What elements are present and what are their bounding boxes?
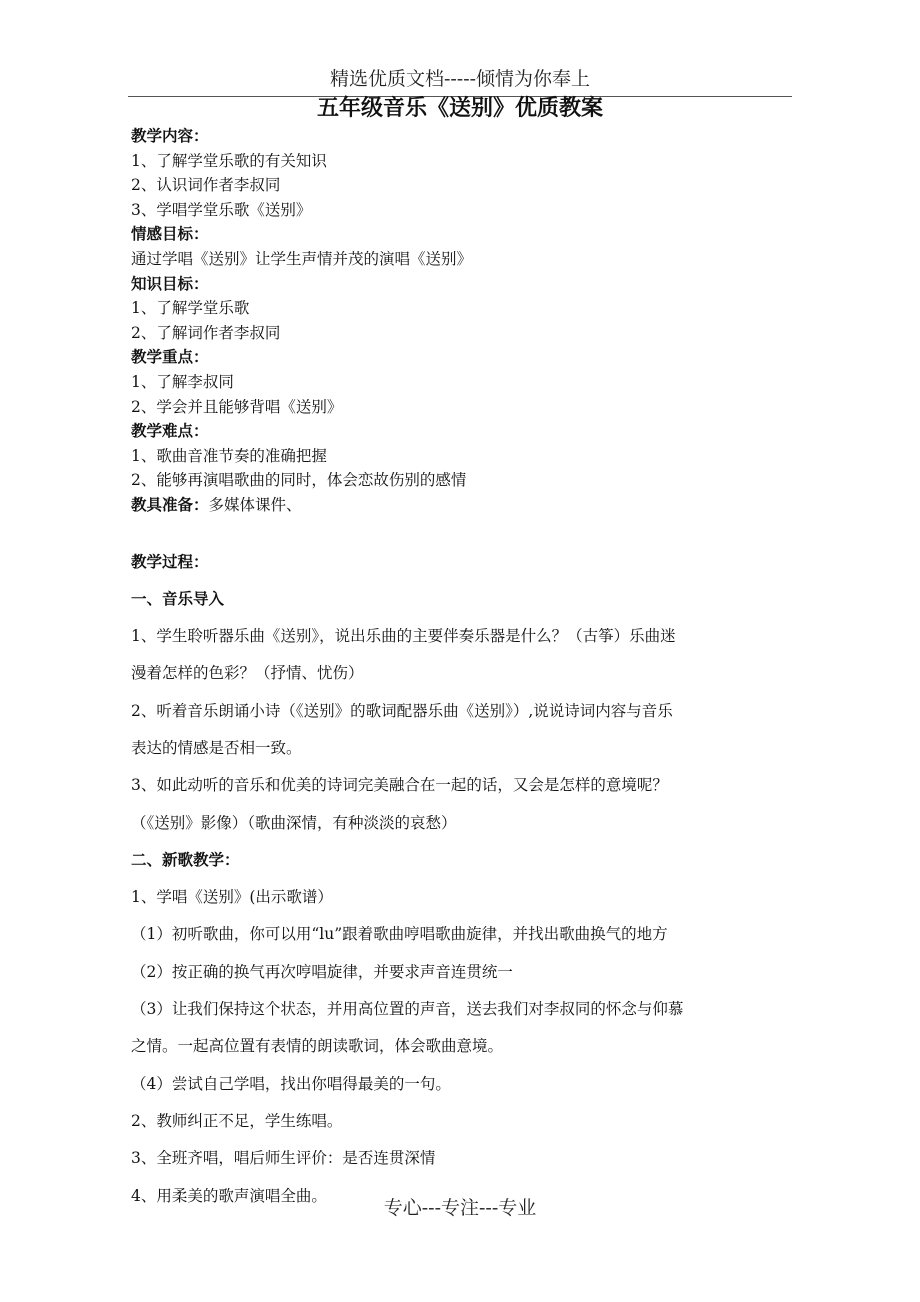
paragraph-line: （4）尝试自己学唱，找出你唱得最美的一句。 [131,1074,451,1093]
paragraph-line: （1）初听歌曲，你可以用“lu”跟着歌曲哼唱歌曲旋律，并找出歌曲换气的地方 [131,925,668,944]
prep-line [131,493,795,518]
document-title: 五年级音乐《送别》优质教案 [316,96,603,121]
section-heading-prep: 教具准备： [131,495,209,514]
page-header: 精选优质文档-----倾情为你奉上 [329,68,591,90]
part-heading-intro: 一、音乐导入 [131,589,225,608]
part-heading-new-song: 二、新歌教学： [131,850,240,869]
paragraph-line: 3、如此动听的音乐和优美的诗词完美融合在一起的话，又会是怎样的意境呢？ [131,776,668,795]
paragraph-line: 表达的情感是否相一致。 [131,738,302,757]
paragraph-line: 2、听着音乐朗诵小诗（《送别》的歌词配器乐曲《送别》）,说说诗词内容与音乐 [131,701,673,720]
paragraph-line: 2、教师纠正不足，学生练唱。 [131,1111,343,1130]
paragraph-line: （2）按正确的换气再次哼唱旋律，并要求声音连贯统一 [131,962,513,981]
paragraph-line: 1、学生聆听器乐曲《送别》，说出乐曲的主要伴奏乐器是什么？（古筝）乐曲迷 [131,627,676,646]
paragraph-line: 之情。一起高位置有表情的朗读歌词，体会歌曲意境。 [131,1037,504,1056]
list-item: 2、认识词作者李叔同 [131,176,281,195]
prep-text: 多媒体课件、 [208,495,302,514]
page-footer: 专心---专注---专业 [383,1197,537,1219]
list-item: 1、了解学堂乐歌的有关知识 [131,151,327,170]
paragraph-line: （3）让我们保持这个状态，并用高位置的声音，送去我们对李叔同的怀念与仰慕 [131,1000,684,1019]
section-heading-key: 教学重点： [131,348,209,367]
section-heading-content: 教学内容： [131,127,209,145]
list-item: 1、了解李叔同 [131,372,234,391]
list-item: 3、学唱学堂乐歌《送别》 [131,200,312,219]
list-item: 2、学会并且能够背唱《送别》 [131,397,343,416]
list-item: 2、能够再演唱歌曲的同时，体会恋故伤别的感情 [131,471,467,490]
section-heading-knowledge: 知识目标： [131,274,209,293]
list-item: 通过学唱《送别》让学生声情并茂的演唱《送别》 [131,249,473,268]
process-section [131,544,795,1215]
section-heading-process: 教学过程： [131,552,209,571]
section-heading-difficulty: 教学难点： [131,422,209,441]
paragraph-line: 4、用柔美的歌声演唱全曲。 [131,1186,327,1205]
list-item: 1、了解学堂乐歌 [131,299,250,318]
list-item: 2、了解词作者李叔同 [131,323,281,342]
paragraph-line: 3、全班齐唱，唱后师生评价：是否连贯深情 [131,1149,436,1168]
document-body [131,124,795,1215]
section-heading-emotion: 情感目标： [131,225,209,244]
paragraph-line: 漫着怎样的色彩？（抒情、忧伤） [131,664,364,683]
paragraph-line: （《送别》影像）（歌曲深情，有种淡淡的哀愁） [131,813,457,832]
spacer [131,518,795,544]
paragraph-line: 1、学唱《送别》(出示歌谱） [131,888,333,907]
list-item: 1、歌曲音准节奏的准确把握 [131,446,327,465]
